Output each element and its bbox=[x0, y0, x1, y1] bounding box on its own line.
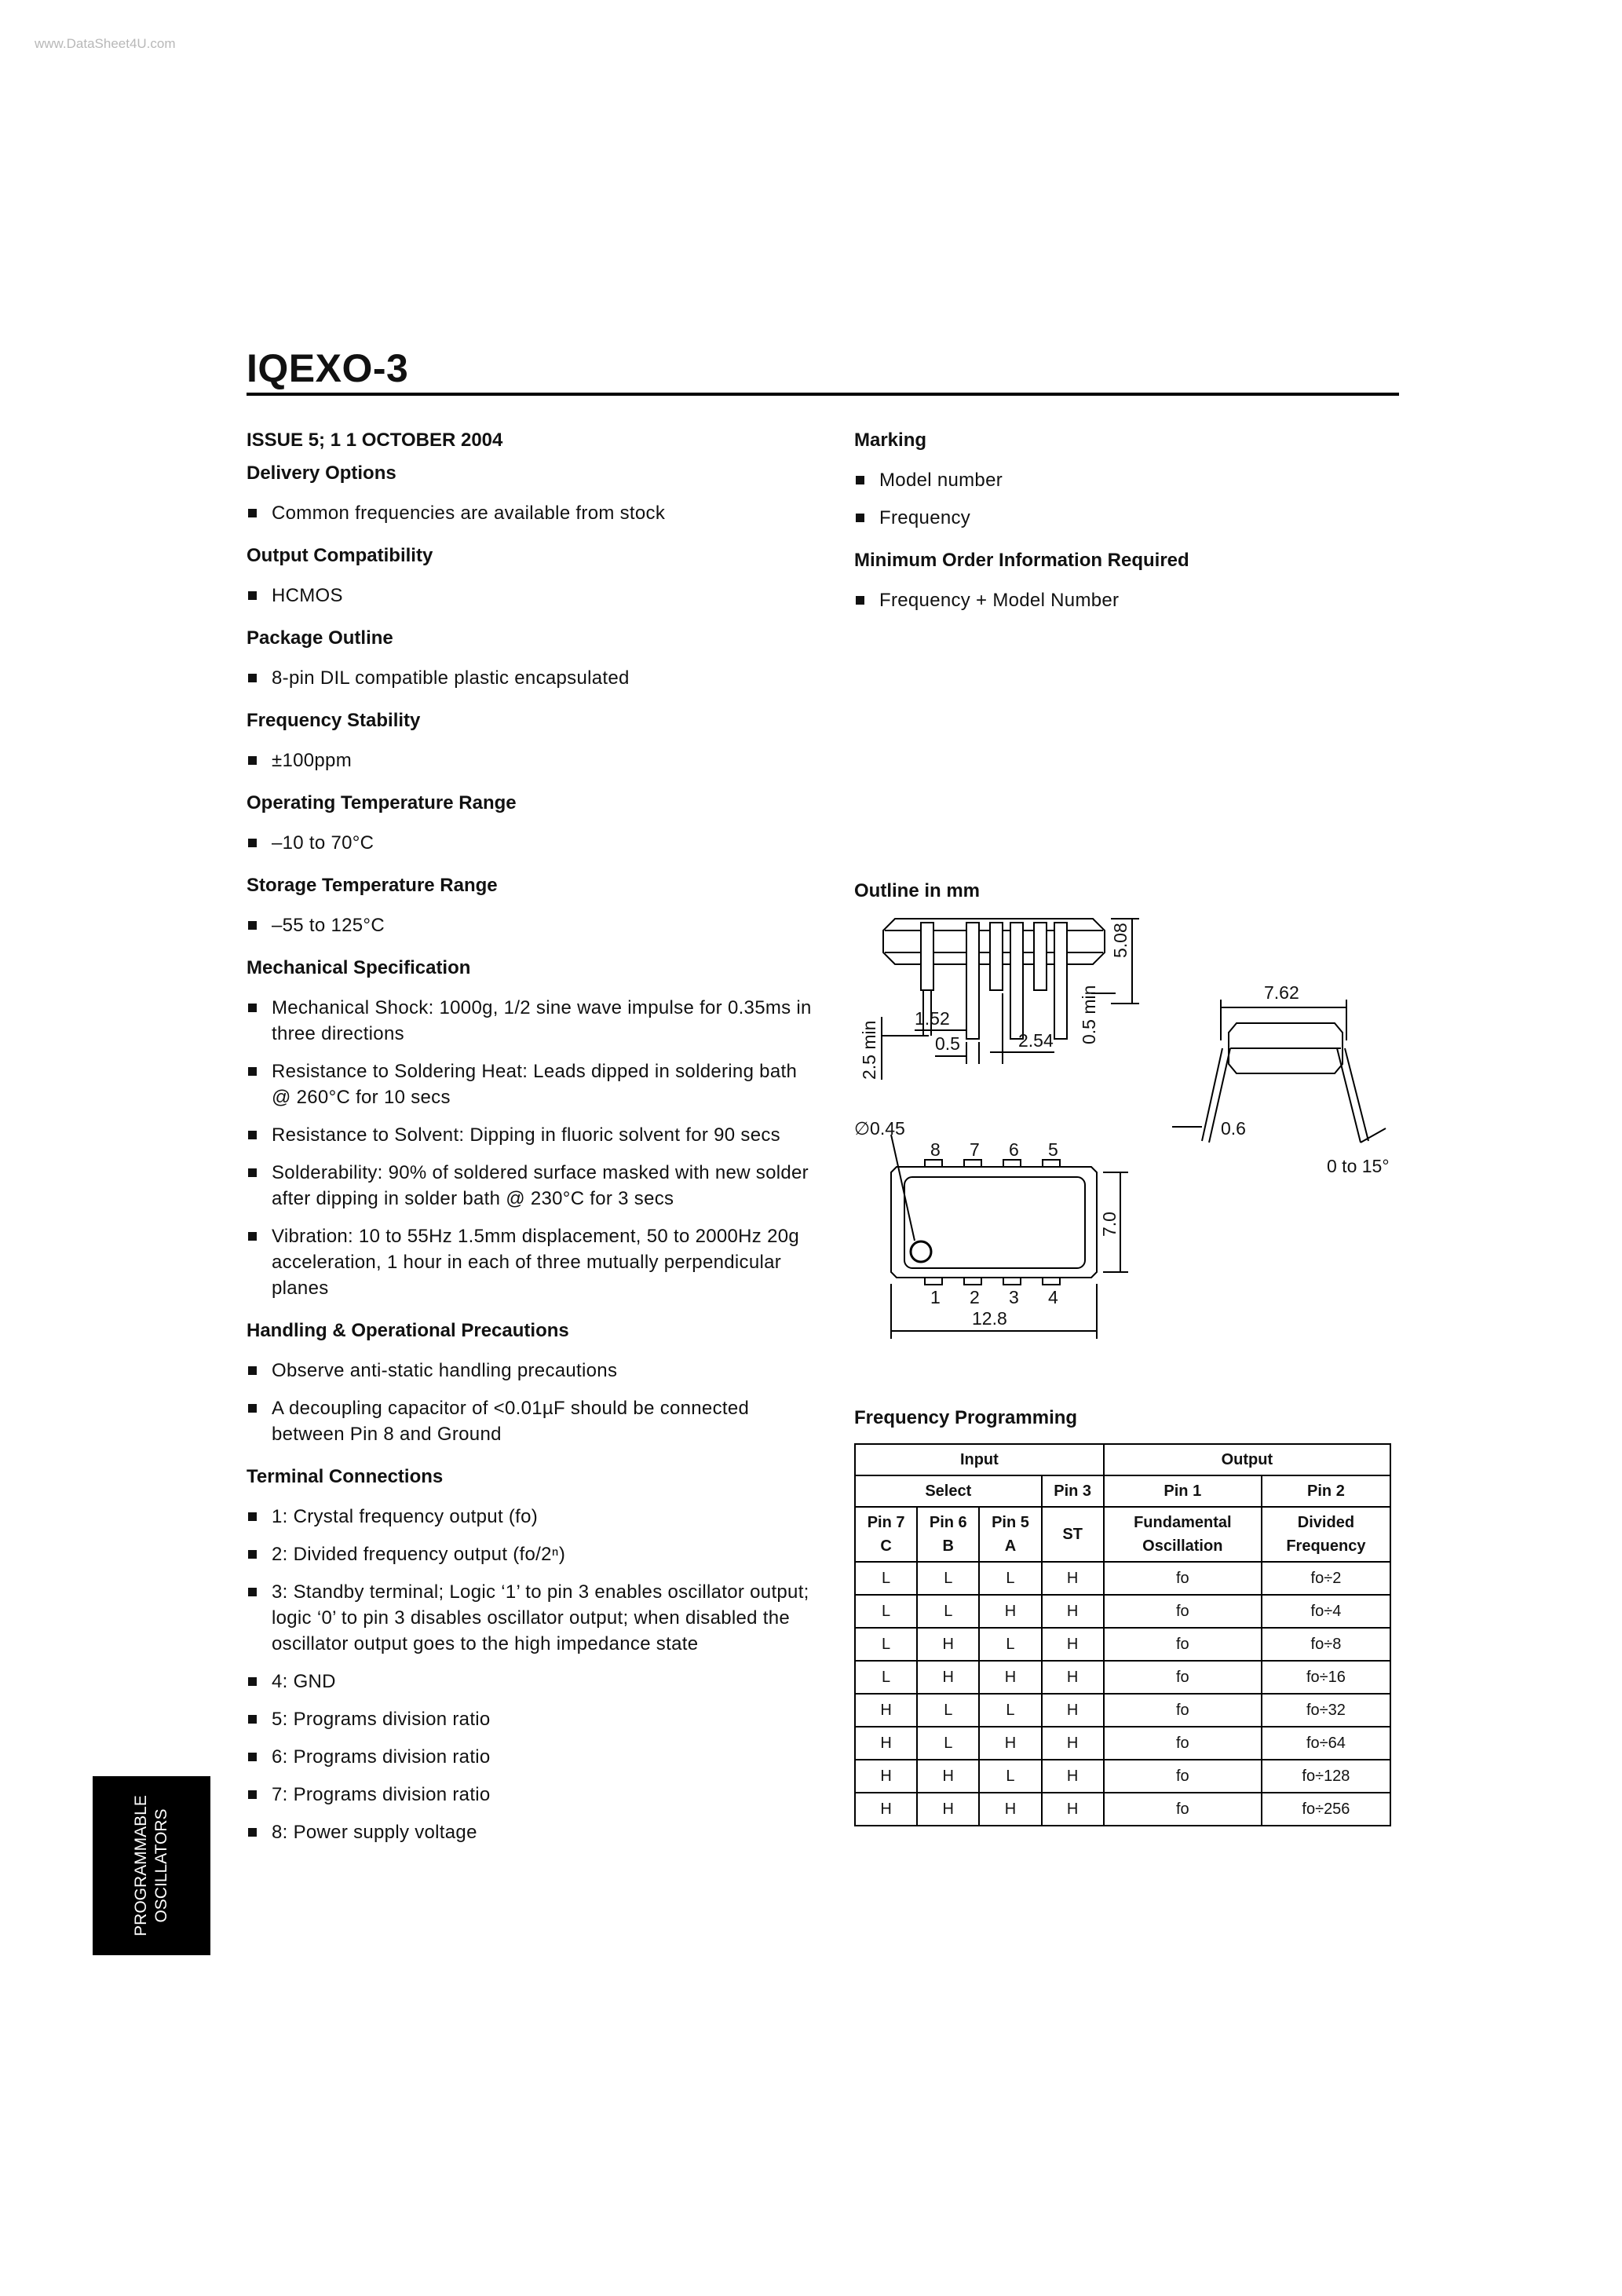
table-cell: fo bbox=[1104, 1562, 1262, 1595]
header-pin1: Pin 1 bbox=[1104, 1475, 1262, 1507]
table-cell: H bbox=[1042, 1661, 1104, 1694]
section-heading: Package Outline bbox=[247, 627, 393, 649]
list-item: Mechanical Shock: 1000g, 1/2 sine wave impulse for 0.35ms in three directions bbox=[247, 995, 812, 1047]
section-heading: Terminal Connections bbox=[247, 1466, 444, 1487]
table-cell: H bbox=[855, 1727, 917, 1760]
side-view bbox=[859, 919, 1139, 1080]
table-row bbox=[855, 1760, 1390, 1793]
table-cell: L bbox=[855, 1661, 917, 1694]
table-cell: H bbox=[1042, 1562, 1104, 1595]
list-item: Solderability: 90% of soldered surface masked with new solder after dipping in solder bath @ 230°C for 3 secs bbox=[247, 1160, 812, 1212]
list-item: Common frequencies are available from stock bbox=[247, 500, 812, 526]
mechanical-spec-list bbox=[247, 995, 812, 1301]
dim-25min: 2.5 min bbox=[859, 1020, 879, 1080]
list-item: Frequency bbox=[854, 505, 1396, 531]
table-cell: L bbox=[979, 1628, 1041, 1661]
table-row bbox=[855, 1793, 1390, 1826]
table-row bbox=[855, 1595, 1390, 1628]
header-pin3: Pin 3 bbox=[1042, 1475, 1104, 1507]
table-cell: fo÷128 bbox=[1262, 1760, 1390, 1793]
section-heading: Minimum Order Information Required bbox=[854, 550, 1189, 571]
dim-152: 1.52 bbox=[915, 1008, 950, 1029]
pin-label: 2 bbox=[970, 1287, 980, 1307]
pin-label: 8 bbox=[930, 1139, 941, 1160]
table-cell: H bbox=[1042, 1760, 1104, 1793]
dim-height: 5.08 bbox=[1110, 923, 1131, 958]
table-cell: fo÷16 bbox=[1262, 1661, 1390, 1694]
section-heading: Storage Temperature Range bbox=[247, 875, 498, 896]
outline-drawing bbox=[852, 876, 1401, 1378]
table-row bbox=[855, 1694, 1390, 1727]
title-rule bbox=[247, 393, 1399, 396]
table-cell: fo÷32 bbox=[1262, 1694, 1390, 1727]
dim-70: 7.0 bbox=[1099, 1212, 1120, 1237]
section-side-tab bbox=[93, 1776, 210, 1955]
side-tab-text bbox=[131, 1795, 172, 1936]
list-item: Model number bbox=[854, 467, 1396, 493]
table-cell: fo bbox=[1104, 1727, 1262, 1760]
table-cell: L bbox=[917, 1727, 979, 1760]
outline-heading: Outline in mm bbox=[854, 880, 981, 901]
table-row bbox=[855, 1628, 1390, 1661]
section-heading: Delivery Options bbox=[247, 462, 396, 484]
table-cell: L bbox=[917, 1562, 979, 1595]
table-cell: H bbox=[855, 1694, 917, 1727]
list-item: 8-pin DIL compatible plastic encapsulated bbox=[247, 665, 812, 691]
pin-label: 6 bbox=[1009, 1139, 1019, 1160]
list-item: Observe anti-static handling precautions bbox=[247, 1358, 812, 1384]
table-cell: L bbox=[855, 1562, 917, 1595]
table-cell: H bbox=[1042, 1694, 1104, 1727]
table-cell: fo bbox=[1104, 1793, 1262, 1826]
page-title: IQEXO-3 bbox=[247, 346, 409, 390]
table-cell: H bbox=[917, 1793, 979, 1826]
table-cell: fo÷2 bbox=[1262, 1562, 1390, 1595]
table-cell: H bbox=[1042, 1595, 1104, 1628]
table-cell: fo bbox=[1104, 1694, 1262, 1727]
table-cell: H bbox=[855, 1793, 917, 1826]
list-item: A decoupling capacitor of <0.01µF should be connected between Pin 8 and Ground bbox=[247, 1395, 812, 1447]
right-column bbox=[854, 428, 1396, 631]
terminal-connections-list bbox=[247, 1504, 812, 1845]
header-pin7: Pin 7 C bbox=[855, 1507, 917, 1562]
header-input: Input bbox=[855, 1444, 1104, 1475]
table-cell: L bbox=[855, 1628, 917, 1661]
watermark: www.DataSheet4U.com bbox=[35, 36, 176, 51]
freq-prog-table bbox=[854, 1443, 1391, 1826]
output-compat-list bbox=[247, 583, 812, 609]
header-pin5: Pin 5 A bbox=[979, 1507, 1041, 1562]
pin-label: 5 bbox=[1048, 1139, 1058, 1160]
table-row bbox=[855, 1661, 1390, 1694]
table-cell: H bbox=[917, 1661, 979, 1694]
handling-list bbox=[247, 1358, 812, 1447]
list-item: Resistance to Soldering Heat: Leads dipped in soldering bath @ 260°C for 10 secs bbox=[247, 1058, 812, 1110]
table-cell: L bbox=[855, 1595, 917, 1628]
dim-05: 0.5 bbox=[935, 1033, 960, 1054]
freq-stability-list bbox=[247, 748, 812, 773]
list-item: 4: GND bbox=[247, 1669, 812, 1695]
section-heading: Output Compatibility bbox=[247, 545, 433, 566]
table-cell: L bbox=[917, 1694, 979, 1727]
dim-254: 2.54 bbox=[1018, 1030, 1054, 1051]
table-cell: fo bbox=[1104, 1760, 1262, 1793]
table-cell: fo bbox=[1104, 1595, 1262, 1628]
side-tab-line: PROGRAMMABLE bbox=[132, 1795, 150, 1936]
list-item: 3: Standby terminal; Logic ‘1’ to pin 3 enables oscillator output; logic ‘0’ to pin 3 disables oscillator output; when disabled the oscillator output goes to the high impedance state bbox=[247, 1579, 812, 1657]
list-item: 6: Programs division ratio bbox=[247, 1744, 812, 1770]
table-cell: H bbox=[1042, 1793, 1104, 1826]
table-header-row bbox=[855, 1475, 1390, 1507]
table-cell: H bbox=[979, 1727, 1041, 1760]
table-cell: fo÷8 bbox=[1262, 1628, 1390, 1661]
table-cell: L bbox=[917, 1595, 979, 1628]
pin-label: 4 bbox=[1048, 1287, 1058, 1307]
table-cell: H bbox=[979, 1793, 1041, 1826]
operating-temp-list bbox=[247, 830, 812, 856]
table-cell: H bbox=[1042, 1727, 1104, 1760]
table-cell: H bbox=[1042, 1628, 1104, 1661]
table-cell: fo bbox=[1104, 1628, 1262, 1661]
table-cell: fo÷64 bbox=[1262, 1727, 1390, 1760]
header-output: Output bbox=[1104, 1444, 1390, 1475]
list-item: HCMOS bbox=[247, 583, 812, 609]
dim-angle: 0 to 15° bbox=[1327, 1156, 1390, 1176]
dim-06: 0.6 bbox=[1221, 1118, 1246, 1139]
table-cell: L bbox=[979, 1694, 1041, 1727]
header-select: Select bbox=[855, 1475, 1042, 1507]
dim-128: 12.8 bbox=[972, 1308, 1007, 1329]
list-item: –10 to 70°C bbox=[247, 830, 812, 856]
dim-05min: 0.5 min bbox=[1079, 985, 1099, 1044]
table-cell: fo bbox=[1104, 1661, 1262, 1694]
list-item: 7: Programs division ratio bbox=[247, 1782, 812, 1808]
freq-prog-heading: Frequency Programming bbox=[854, 1407, 1078, 1428]
header-st: ST bbox=[1042, 1507, 1104, 1562]
section-heading: Frequency Stability bbox=[247, 710, 421, 731]
table-cell: L bbox=[979, 1562, 1041, 1595]
package-outline-list bbox=[247, 665, 812, 691]
section-heading: Handling & Operational Precautions bbox=[247, 1320, 569, 1341]
pin-label: 1 bbox=[930, 1287, 941, 1307]
section-heading: Marking bbox=[854, 430, 927, 451]
table-cell: H bbox=[855, 1760, 917, 1793]
dim-762: 7.62 bbox=[1264, 982, 1299, 1003]
list-item: Frequency + Model Number bbox=[854, 587, 1396, 613]
storage-temp-list bbox=[247, 912, 812, 938]
list-item: ±100ppm bbox=[247, 748, 812, 773]
list-item: –55 to 125°C bbox=[247, 912, 812, 938]
top-view bbox=[854, 1118, 1128, 1339]
section-heading: Operating Temperature Range bbox=[247, 792, 517, 813]
table-cell: H bbox=[917, 1760, 979, 1793]
list-item: Vibration: 10 to 55Hz 1.5mm displacement, 50 to 2000Hz 20g acceleration, 1 hour in each of three mutually perpendicular planes bbox=[247, 1223, 812, 1301]
table-row bbox=[855, 1562, 1390, 1595]
section-heading: Mechanical Specification bbox=[247, 957, 471, 978]
table-row bbox=[855, 1727, 1390, 1760]
list-item: 8: Power supply voltage bbox=[247, 1819, 812, 1845]
pin-label: 3 bbox=[1009, 1287, 1019, 1307]
list-item: 2: Divided frequency output (fo/2ⁿ) bbox=[247, 1541, 812, 1567]
table-cell: L bbox=[979, 1760, 1041, 1793]
table-cell: fo÷256 bbox=[1262, 1793, 1390, 1826]
pin-label: 7 bbox=[970, 1139, 980, 1160]
table-cell: fo÷4 bbox=[1262, 1595, 1390, 1628]
issue-line: ISSUE 5; 1 1 OCTOBER 2004 bbox=[247, 430, 503, 451]
list-item: 1: Crystal frequency output (fo) bbox=[247, 1504, 812, 1530]
list-item: Resistance to Solvent: Dipping in fluoric solvent for 90 secs bbox=[247, 1122, 812, 1148]
side-tab-line: OSCILLATORS bbox=[152, 1808, 170, 1923]
header-fundamental: Fundamental Oscillation bbox=[1104, 1507, 1262, 1562]
delivery-options-list bbox=[247, 500, 812, 526]
list-item: 5: Programs division ratio bbox=[247, 1706, 812, 1732]
end-view bbox=[1172, 982, 1390, 1176]
header-divided: Divided Frequency bbox=[1262, 1507, 1390, 1562]
table-cell: H bbox=[979, 1595, 1041, 1628]
table-cell: H bbox=[917, 1628, 979, 1661]
left-column bbox=[247, 428, 812, 1863]
marking-list bbox=[854, 467, 1396, 531]
header-pin6: Pin 6 B bbox=[917, 1507, 979, 1562]
order-info-list bbox=[854, 587, 1396, 613]
header-pin2: Pin 2 bbox=[1262, 1475, 1390, 1507]
table-header-row bbox=[855, 1507, 1390, 1562]
table-cell: H bbox=[979, 1661, 1041, 1694]
table-header-row bbox=[855, 1444, 1390, 1475]
dim-dia: ∅0.45 bbox=[854, 1118, 905, 1139]
